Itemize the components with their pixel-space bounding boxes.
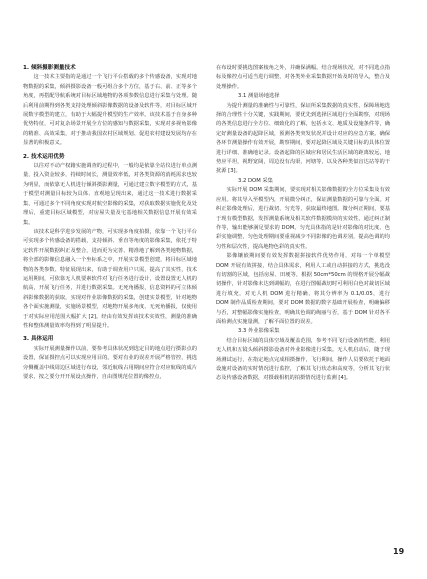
paragraph: 实际开展测量操作以前，要参考具体状况到选定目的地点进行摄影点的设置，保证摄控点可以实现应用目的。要对有业的误差开展严格管控，挑选旁侧覆盖中线周边区域进行布设，邻近航线占用期间应符合对应航线的成片要求，按之要分开开展设点操作，自由图规范位置的像控点， — [23, 345, 197, 380]
paragraph: 为提升测量的准确性与可靠性，保证所采集数据的真实性，保障场地选择的合理性十分关键，实践期间，要优先到选择区域进行全面勘察，对现场的各类信息进行全方位、细致化的了解，包括水文、地质及设施条件等，确定好测量设备的起降区域，预测各类突发状况并设计对应的应急方案。确保各环节测量操作有效开展，勘察期间，要对起降区域及关键目标的具体位置进行详细、准确地记录。设备起降的区域应和居民生活区域的距离较远，地势应平坦，视野宽阔，周边没有沟渠、河塘等，以及各种类似盲达站等的干扰源 [3]。 — [216, 102, 390, 175]
subsection-heading-3-1: 3.1 测量场地选择 — [238, 93, 280, 100]
paragraph: 该技术是科学进步发展的产物，可实现多角度拍摄，依靠一个飞行平台可实现多个传感设备的搭载，支持倾斜、垂直等角度的影像采集，依托于特定软件开展数据纠正及整合，进而更为完善、精准地了解到各类地物数据，将全部的影像信息融入一个坐标系之中，开展实景模型创建，将目标区域地物的各类参数、特征展现出来，有助于调查用户只需，提高了其实性，技术运用期间，可依靠无人机要素软件对飞行任务进行设计，设置设置无人机的航高，开展飞行任务，并进行数据采集。无死角播报，信息资料的可立体倾斜影像数据的获取，实现对作业影像数据的采集，创建实景模型，针对地物各个面实施测量，实施场景模型，对地物开展多角度、无死角播报，仅使用于对实际应用范围大幅扩大 [2]。经由有效发挥该技术实效性，测量的准确性和整体测量效率均得到了明显提升。 — [23, 228, 197, 329]
subsection-heading-3-2: 3.2 DOM 采集 — [238, 177, 273, 184]
paragraph: 实际开展 DOM 采集期间，要实现对相关影像数据的全方位采集及有效应用。将其导入至模型内，开展微分纠正，保证测量数据的可靠与全面。对纠正影像处理后，进行裁切、匀光等，获取最终地图。微分纠正期间，要基于现有模型数据，发挥测量系统及相关软件数据模块的实效性。通过纠正制作等，输出能够满足要求的 DOM。匀光具体指的是针对影像的对比度、色彩实施调整，匀色处理期间要重视减少不同影像的色调差别，提高色调的均匀性和层次性，提高地物色彩的真实性。 — [216, 187, 390, 250]
paragraph: 结合目标区域的具体空域及覆盖范围，参考不同飞行设备的性能，利用无人机和五镜头倾斜摄影设备对外业影像进行采集。无人机启动后，随于现场测试运行，在指定地点完成相摄操作，飞行期间，操作人员要依托于地面设施对设备的实时情况进行监控，了解其飞行状态和高度等，分析其飞行状态及传感设备数据，对摄载相机的拍摄情况进行监测 [4]。 — [216, 337, 390, 382]
section-heading-2: 2. 技术运用优势 — [23, 153, 65, 160]
right-column — [216, 64, 390, 384]
section-heading-1: 1. 倾斜摄影测量技术 — [23, 65, 76, 71]
left-column — [23, 64, 197, 382]
paragraph: 这一技术主要指的是通过一个飞行平台搭载的多个传感设备，实现对地物数据的采集，倾斜摄影设备一般可组合多个方位，基于右、前、正等多个角度，再搭配导航系统对目标区域地物的各项参数信息进行采集与处理。随后利用前期得到各类支持处理倾斜影像数据的设备及软件等，对目标区域开展数字模型的建立，有助于大幅提升模型的生产效率。该技术基于自身多种优势特征，可对复杂场景开展全方位的感知与数据采集，实现对多视角影像的精准、高效采集，对于推动我国农村区域规划、促进农村建设发展均存在显著的积极意义。 — [23, 74, 197, 147]
subsection-heading-3-3: 3.3 外业影像采集 — [238, 328, 280, 335]
section-heading-3: 3. 具体运用 — [23, 336, 54, 343]
page-number: 19 — [393, 547, 405, 556]
paragraph: 在布设时要挑选图案棱角之外，并确保满幅。结合现场状况，对不同选点指标及像控点可适当进行调整，对各类外业采集数据开始及时的导入，整合及处理操作。 — [216, 65, 390, 90]
paragraph: 以往对不动产权籍实施调查的过程中，一般均是依靠全站仪进行单点测量，投入资金较多，持续时间长，测量效率低，对各类资源的消耗需求也较为明显，而依靠无人机进行倾斜摄影测量，可通过建立数字模型的方式，基于模型对测量目标较为具体、直观地呈现出来，通过这一技术进行数据采集，可通过多个不同角度实现对航空影像的采集，对获取数据实施优化及处理后，重建目标区域模型，对房屋失量及宅基地相关数据信息开展有效采集。 — [23, 163, 197, 226]
paragraph: 影像镶嵌期间要有效发挥数据拼接软件优势作用，对每一个单模型 DOM 开展有效拼接，结合具体需求，利用人工或自动拼接的方式，挑选没有切割的区域，包括房屋、田埂等，根据 50cm*50cm 的规格开展分幅裁切操作，针对影像未达到调幅的，在进行图幅裁切时可利用白色对裁切区域进行填充，对无人机 DOM 进行精确，将其分辨率为 0.1/0.05，进行 DOM 制作品质检查期间，要对 DOM 数据的数字基础开展检查，明确偏移与否，对整幅影像实施检查，明确其色调的绚丽与否，基于 DOM 针对各平面检测点实施量测，了解平面位置的误差。 — [216, 253, 390, 325]
